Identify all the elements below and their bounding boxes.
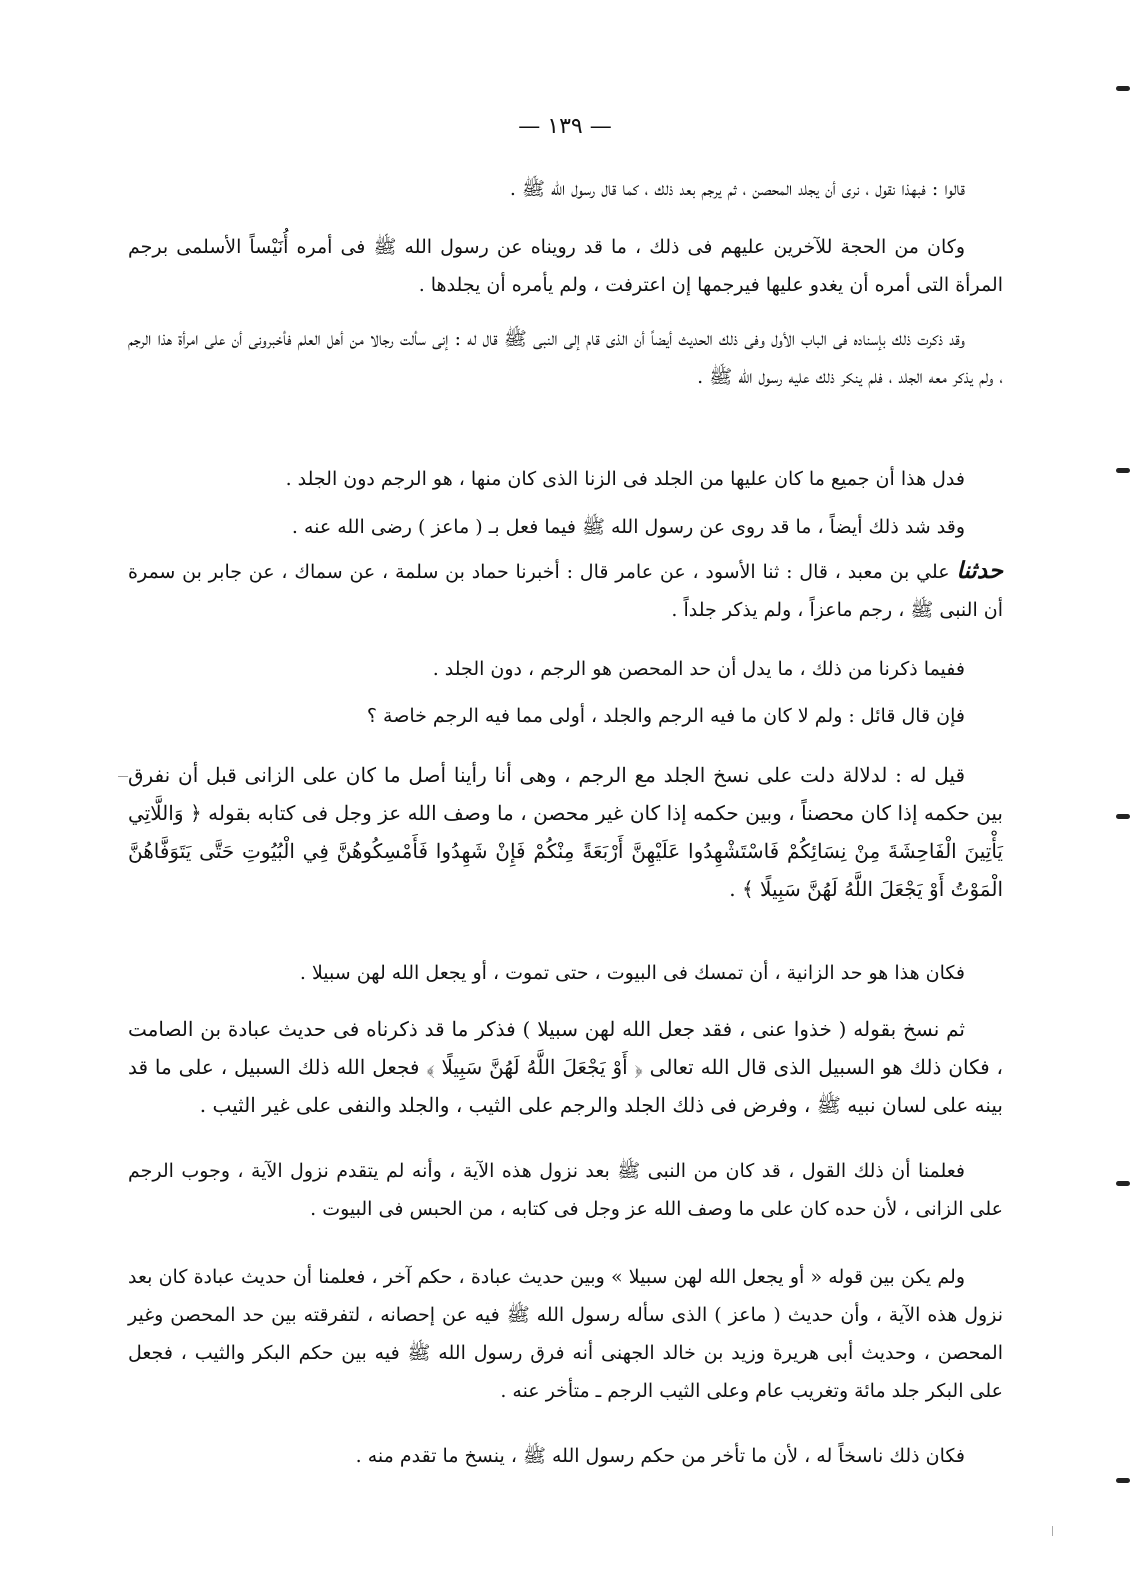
hadith-text: علي بن معبد ، قال : ثنا الأسود ، عن عامر قال : أخبرنا حماد بن سلمة ، عن سماك ، عن جابر بن سمرة أن النبى ﷺ ، رجم ماعزاً ، ولم يذكر جلداً . — [128, 561, 1003, 621]
paragraph-4: فدل هذا أن جميع ما كان عليها من الجلد فى الزنا الذى كان منها ، هو الرجم دون الجلد . — [285, 468, 965, 490]
paragraph-10: فكان هذا هو حد الزانية ، أن تمسك فى البيوت ، حتى تموت ، أو يجعل الله لهن سبيلا . — [299, 962, 965, 984]
scan-edge-mark — [1116, 1478, 1130, 1483]
scan-edge-mark — [1116, 1181, 1130, 1186]
paragraph-2: وكان من الحجة للآخرين عليهم فى ذلك ، ما قد رويناه عن رسول الله ﷺ فى أمره أُنَيْساً الأسلمى برجم المرأة التى أمره أن يغدو عليها فيرجمها إن اعترفت ، ولم يأمره أن يجلدها . — [128, 236, 1003, 296]
scan-margin-tick — [118, 776, 128, 777]
page-number: — ١٣٩ — — [518, 114, 612, 139]
scan-edge-mark — [1116, 86, 1130, 91]
paragraph-7: ففيما ذكرنا من ذلك ، ما يدل أن حد المحصن هو الرجم ، دون الجلد . — [432, 658, 965, 680]
paragraph-9-quran-citation: قيل له : لدلالة دلت على نسخ الجلد مع الرجم ، وهى أنا رأينا أصل ما كان على الزانى قبل أن نفرق بين حكمه إذا كان محصناً ، وبين حكمه إذا كان غير محصن ، ما وصف الله عز وجل فى كتابه بقوله ﴿ وَاللَّاتِي يَأْتِينَ الْفَاحِشَةَ مِنْ نِسَائِكُمْ فَاسْتَشْهِدُوا عَلَيْهِنَّ أَرْبَعَةً مِنْكُمْ فَإِنْ شَهِدُوا فَأَمْسِكُوهُنَّ فِي الْبُيُوتِ حَتَّى يَتَوَفَّاهُنَّ الْمَوْتُ أَوْ يَجْعَلَ اللَّهُ لَهُنَّ سَبِيلًا ﴾ . — [128, 763, 1003, 901]
paragraph-3: وقد ذكرت ذلك بإسناده فى الباب الأول وفى ذلك الحديث أيضاً أن الذى قام إلى النبى ﷺ قال له : إنى سألت رجالا من أهل العلم فأخبرونى أن على امرأة هذا الرجم ، ولم يذكر معه الجلد ، فلم ينكر ذلك عليه رسول الله ﷺ . — [128, 328, 1003, 388]
scan-corner-tick — [1052, 1526, 1053, 1536]
paragraph-8: فإن قال قائل : ولم لا كان ما فيه الرجم والجلد ، أولى مما فيه الرجم خاصة ؟ — [366, 705, 965, 727]
paragraph-14: فكان ذلك ناسخاً له ، لأن ما تأخر من حكم رسول الله ﷺ ، ينسخ ما تقدم منه . — [355, 1445, 965, 1467]
paragraph-12: فعلمنا أن ذلك القول ، قد كان من النبى ﷺ بعد نزول هذه الآية ، وأنه لم يتقدم نزول الآية ، وجوب الرجم على الزانى ، لأن حده كان على ما وصف الله عز وجل فى كتابه ، من الحبس فى البيوت . — [128, 1160, 1003, 1220]
paragraph-5: وقد شد ذلك أيضاً ، ما قد روى عن رسول الله ﷺ فيما فعل بـ ( ماعز ) رضى الله عنه . — [291, 516, 965, 538]
paragraph-11: ثم نسخ بقوله ( خذوا عنى ، فقد جعل الله لهن سبيلا ) فذكر ما قد ذكرناه فى حديث عبادة بن الصامت ، فكان ذلك هو السبيل الذى قال الله تعالى ﴿ أَوْ يَجْعَلَ اللَّهُ لَهُنَّ سَبِيلًا ﴾ فجعل الله ذلك السبيل ، على ما قد بينه على لسان نبيه ﷺ ، وفرض فى ذلك الجلد والرجم على الثيب ، والجلد والنفى على غير الثيب . — [128, 1017, 1003, 1117]
paragraph-1: قالوا : فبهذا نقول ، نرى أن يجلد المحصن ، ثم يرجم بعد ذلك ، كما قال رسول الله ﷺ . — [509, 178, 965, 200]
scan-edge-mark — [1116, 814, 1130, 819]
hadith-lead-word: حدثنا — [956, 557, 1003, 584]
paragraph-13: ولم يكن بين قوله « أو يجعل الله لهن سبيلا » وبين حديث عبادة ، حكم آخر ، فعلمنا أن حديث عبادة كان بعد نزول هذه الآية ، وأن حديث ( ماعز ) الذى سأله رسول الله ﷺ فيه عن إحصانه ، لتفرقته بين حد المحصن وغير المحصن ، وحديث أبى هريرة وزيد بن خالد الجهنى أنه فرق رسول الله ﷺ فيه بين حكم البكر والثيب ، فجعل على البكر جلد مائة وتغريب عام وعلى الثيب الرجم ـ متأخر عنه . — [128, 1266, 1003, 1402]
scan-edge-mark — [1116, 468, 1130, 473]
paragraph-6-hadith — [128, 552, 1003, 629]
